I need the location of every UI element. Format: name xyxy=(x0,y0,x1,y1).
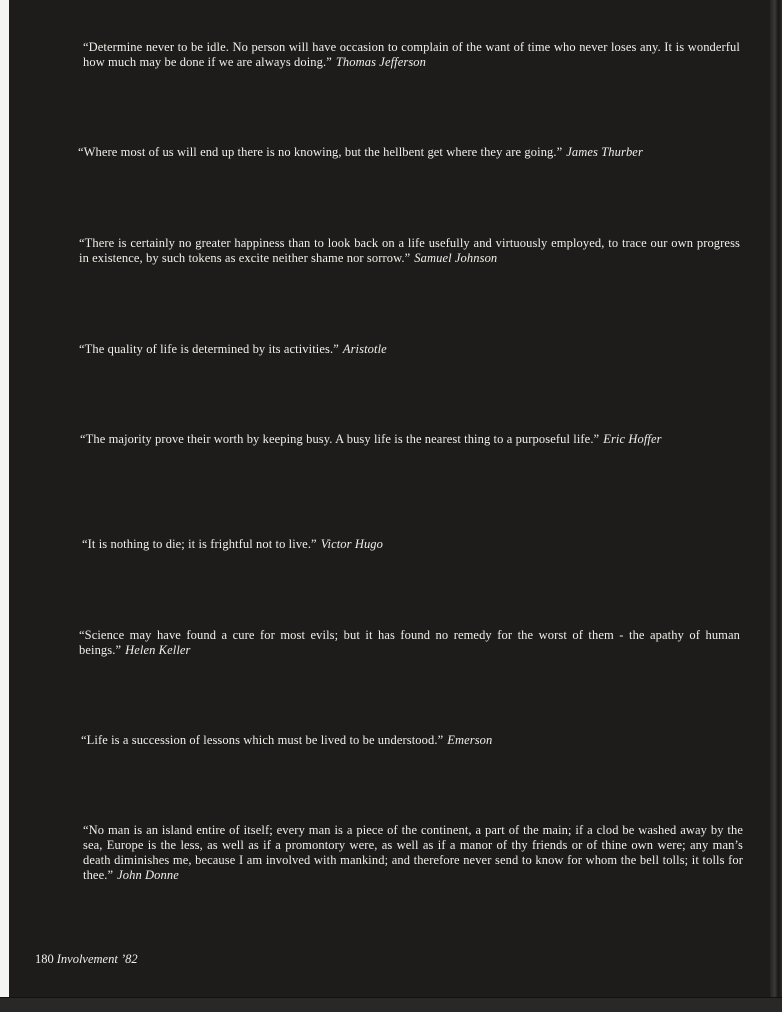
quote-aristotle xyxy=(79,342,729,357)
page-number: 180 xyxy=(35,952,54,966)
quote-thomas-jefferson xyxy=(83,40,740,70)
quote-text: “The majority prove their worth by keeping busy. A busy life is the nearest thing to a purposeful life.” xyxy=(80,432,600,446)
quote-victor-hugo xyxy=(82,537,732,552)
publication-title: Involvement ’82 xyxy=(56,952,138,966)
quote-author: Thomas Jefferson xyxy=(335,55,427,69)
page-footer xyxy=(35,952,138,967)
quote-text: “It is nothing to die; it is frightful not to live.” xyxy=(82,537,317,551)
quote-text: “Life is a succession of lessons which must be lived to be understood.” xyxy=(81,733,444,747)
quote-text: “There is certainly no greater happiness than to look back on a life usefully and virtuously employed, to trace our own progress in existence, by such tokens as excite neither shame nor sorrow.” xyxy=(79,236,740,265)
quote-author: James Thurber xyxy=(566,145,643,159)
quote-john-donne xyxy=(83,823,743,883)
quote-text: “Where most of us will end up there is no knowing, but the hellbent get where they are going.” xyxy=(78,145,563,159)
quote-james-thurber xyxy=(78,145,738,160)
quote-author: Aristotle xyxy=(342,342,387,356)
quote-emerson xyxy=(81,733,731,748)
quote-author: Helen Keller xyxy=(125,643,191,657)
quote-text: “The quality of life is determined by its activities.” xyxy=(79,342,339,356)
quote-eric-hoffer xyxy=(80,432,745,447)
quote-author: Samuel Johnson xyxy=(414,251,498,265)
quote-author: John Donne xyxy=(117,868,179,882)
quote-author: Victor Hugo xyxy=(320,537,384,551)
quote-text: “Science may have found a cure for most evils; but it has found no remedy for the worst of them - the apathy of human beings.” xyxy=(79,628,740,657)
quote-author: Emerson xyxy=(447,733,493,747)
page-left-margin xyxy=(0,0,9,1012)
quote-author: Eric Hoffer xyxy=(603,432,662,446)
quote-text: “Determine never to be idle. No person will have occasion to complain of the want of time who never loses any. It is wonderful how much may be done if we are always doing.” xyxy=(83,40,740,69)
page-bottom-edge xyxy=(0,997,782,1012)
quote-text: “No man is an island entire of itself; every man is a piece of the continent, a part of the main; if a clod be washed away by the sea, Europe is the less, as well as if a promontory were, as well as if a manor of thy friends or of thine own were; any man’s death diminishes me, because I am involved with mankind; and therefore never send to know for whom the bell tolls; it tolls for thee.” xyxy=(83,823,743,882)
page-binding-edge xyxy=(770,0,782,1012)
quote-samuel-johnson xyxy=(79,236,740,266)
quote-helen-keller xyxy=(79,628,740,658)
